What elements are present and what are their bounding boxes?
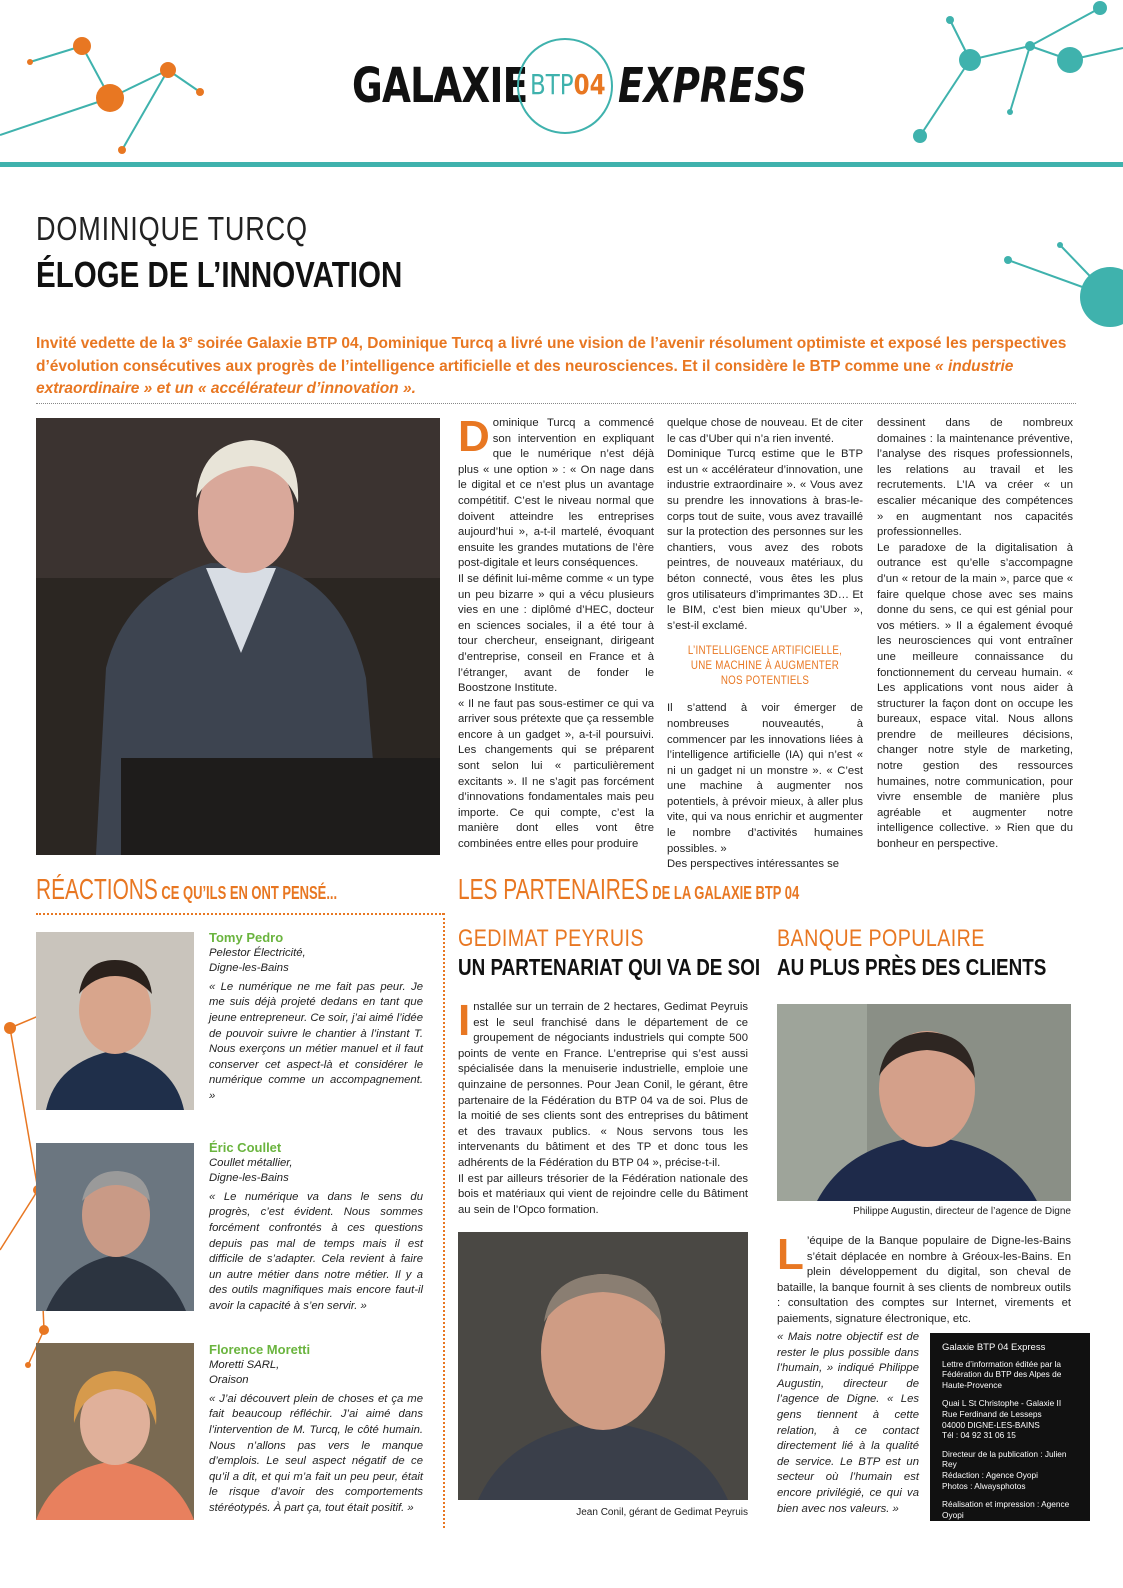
reaction-photo-florence-moretti bbox=[36, 1343, 194, 1520]
article-paragraph: Il s’attend à voir émerger de nombreuses nouveautés, à commencer par les innovations liées à l’intelligence artificielle (IA) qui n’est « ni un gadget ni un monstre ». « C’est une machine à augmenter nos potentiels, à prévoir mieux, à aller plus vite, qui va nous enrichir et augmenter le nombre d’activités humaines possibles. » bbox=[667, 702, 863, 855]
article-paragraph: Il se définit lui-même comme « un type un peu bizarre » qui a vécu plusieurs vies en une : diplômé d’HEC, docteur en sciences sociales, il a été tour à tour chercheur, enseignant, dirigeant d’entreprise, conseil en France et à l’étranger, avant de fonder le Boostzone Institute. bbox=[458, 572, 654, 695]
reaction-name: Florence Moretti bbox=[209, 1342, 311, 1357]
article-subhead: L’INTELLIGENCE ARTIFICIELLE, UNE MACHINE À AUGMENTER NOS POTENTIELS bbox=[687, 645, 843, 688]
article-column-3 bbox=[877, 416, 1073, 853]
reactions-divider bbox=[36, 913, 444, 915]
logo-express: EXPRESS bbox=[618, 58, 807, 114]
banque-title: AU PLUS PRÈS DES CLIENTS bbox=[777, 954, 1047, 980]
logo-btp bbox=[530, 68, 606, 101]
banque-paragraph: « Mais notre objectif est de rester le plus possible dans l’humain, » indiqué Philippe Augustin, directeur de l’agence de Digne. « Les gens tiennent à cette relation, à ce contact directement lié à la qualité de service. Le BTP est un secteur où l’humain est encore privilégié, ce qui va bien avec nos valeurs. » bbox=[777, 1331, 919, 1515]
banque-photo-caption: Philippe Augustin, directeur de l’agence de Digne bbox=[853, 1206, 1071, 1217]
gedimat-paragraph: Il est par ailleurs trésorier de la Fédération nationale des bois et matériaux qui vient de rejoindre celle du Bâtiment au sein de l’Opco formation. bbox=[458, 1172, 748, 1216]
reaction-city: Digne-les-Bains bbox=[209, 962, 289, 975]
imprint-line: Rue Ferdinand de Lesseps bbox=[942, 1408, 1042, 1419]
gedimat-name: GEDIMAT PEYRUIS bbox=[458, 925, 644, 952]
reaction-photo-tomy-pedro bbox=[36, 932, 194, 1110]
article-title: ÉLOGE DE L’INNOVATION bbox=[36, 254, 403, 295]
reaction-quote: « J’ai découvert plein de choses et ça me fait beaucoup réfléchir. J’ai aimé dans l’intervention de M. Turcq, le côté humain. Nous n’allons pas vers le manque d’emplois. Le seul aspect négatif de ce qu’il a dit, et qui m’a fait un peu peur, était le risque d’avoir des comportements stéréotypés. À part ça, tout était positif. » bbox=[209, 1392, 423, 1514]
gedimat-paragraph: nstallée sur un terrain de 2 hectares, Gedimat Peyruis est le seul franchisé dans le département de ce groupement de négociants industriels qui compte 500 points de vente en France. L’entreprise qui s’est aussi spécialisée dans la menuiserie industrielle, emploie une quinzaine de personnes. Pour Jean Conil, le gérant, être partenaire de la Fédération du BTP 04 va de soi. Plus de la moitié de ses clients sont des entreprises du bâtiment et des travaux publics. « Nous servons tous les intervenants du bâtiment et des TP et donc tous les adhérents de la Fédération du BTP 04 », précise-t-il. bbox=[458, 1001, 748, 1169]
banque-text bbox=[777, 1230, 1071, 1328]
article-person-name: DOMINIQUE TURCQ bbox=[36, 210, 308, 247]
article-paragraph: Des perspectives intéressantes se bbox=[667, 858, 840, 871]
reaction-company: Pelestor Électricité, bbox=[209, 946, 306, 959]
article-lead: Invité vedette de la 3e soirée Galaxie BTP 04, Dominique Turcq a livré une vision de l’avenir résolument optimiste et exposé les perspectives d’évolution consécutives aux progrès de l’intelligence artificielle et des neurosciences. Et il considère le BTP comme une « industrie extraordinaire » et un « accélérateur d’innovation ». bbox=[36, 334, 1067, 398]
reactions-vertical-divider bbox=[443, 913, 445, 1528]
partners-heading: LES PARTENAIRES DE LA GALAXIE BTP 04 bbox=[458, 874, 800, 906]
article-paragraph: Le paradoxe de la digitalisation à outrance est qu’elle s’accompagne d’un « retour de la main », parce que « faire quelque chose avec ses mains donne du sens, ce qui est génial pour vos métiers. » Il a également évoqué les neurosciences qui vont entraîner une meilleure connaissance du fonctionnement du cerveau humain. « Les applications vont nous aider à structurer la façon dont on occupe les bureaux, espace vital. Nous allons prendre de meilleures décisions, changer notre style de marketing, notre gestion des ressources humaines, notre communication, pour vivre ensemble de manière plus agréable et augmenter notre intelligence collective. » Rien que du bonheur en perspective. bbox=[877, 541, 1073, 851]
reaction-city: Digne-les-Bains bbox=[209, 1172, 289, 1185]
reaction-company: Coullet métallier, bbox=[209, 1156, 293, 1169]
article-paragraph: quelque chose de nouveau. Et de citer le cas d’Uber qui n’a rien inventé. bbox=[667, 417, 863, 445]
banque-text-continued bbox=[777, 1330, 919, 1517]
reaction-eric-coullet bbox=[209, 1140, 423, 1315]
imprint-line: Rédaction : Agence Oyopi bbox=[942, 1469, 1038, 1480]
reaction-florence-moretti bbox=[209, 1342, 423, 1517]
article-column-1 bbox=[458, 412, 654, 853]
reaction-company: Moretti SARL, bbox=[209, 1358, 280, 1371]
imprint-line: 04000 DIGNE-LES-BAINS bbox=[942, 1419, 1040, 1430]
reaction-name: Tomy Pedro bbox=[209, 930, 284, 945]
banque-name: BANQUE POPULAIRE bbox=[777, 925, 985, 952]
logo-btp-number: 04 bbox=[573, 68, 606, 101]
imprint-box bbox=[930, 1333, 1090, 1531]
article-column-2 bbox=[667, 416, 863, 873]
header-rule bbox=[0, 162, 1123, 167]
gedimat-photo bbox=[458, 1232, 748, 1500]
imprint-line: Réalisation et impression : Agence Oyopi bbox=[942, 1499, 1070, 1520]
article-paragraph: ominique Turcq a commencé son intervention en expliquant que le numérique n’est déjà plus « une option » : « On nage dans le digital et ce n’est plus un avantage compétitif. C’est le niveau normal que doivent atteindre les entreprises aujourd’hui », a-t-il martelé, évoquant ensuite les grandes mutations de l’ère post-digitale et leurs conséquences. bbox=[458, 417, 654, 570]
reaction-name: Éric Coullet bbox=[209, 1140, 282, 1155]
imprint-line: Lettre d’information éditée par la Fédération du BTP des Alpes de Haute-Provence bbox=[942, 1358, 1062, 1390]
banque-photo bbox=[777, 1004, 1071, 1201]
logo-galaxie: GALAXIE bbox=[352, 58, 528, 114]
imprint-line: www.oyopi.com bbox=[942, 1520, 1000, 1531]
gedimat-title: UN PARTENARIAT QUI VA DE SOI bbox=[458, 954, 761, 980]
imprint-line: Quai L St Christophe - Galaxie II bbox=[942, 1398, 1062, 1409]
article-paragraph: Dominique Turcq estime que le BTP est un « accélérateur d’innovation, une industrie extraordinaire ». « Vous avez su prendre les innovations à bras-le-corps tout de suite, vous avez travaillé sur la protection des personnes sur les chantiers, vous avez des robots peintres, de nouveaux matériaux, du béton connecté, vous êtes les plus gros utilisateurs d’imprimantes 3D… Et le BIM, c’est bien mieux qu’Uber », s’est-il exclamé. bbox=[667, 448, 863, 632]
banque-paragraph: ’équipe de la Banque populaire de Digne-les-Bains s’était déplacée en nombre à Gréoux-les-Bains. En plein développement du digital, son cheval de bataille, la banque fournit à ses clients de nombreux outils : consultation des comptes sur Internet, virements et paiements, signature électronique, etc. bbox=[777, 1235, 1071, 1325]
gedimat-photo-caption: Jean Conil, gérant de Gedimat Peyruis bbox=[576, 1507, 748, 1518]
drop-cap: D bbox=[458, 412, 490, 461]
reaction-quote: « Le numérique ne me fait pas peur. Je me suis déjà projeté dedans en tant que jeune entrepreneur. Ce soir, j’ai aimé l’idée de pouvoir suivre le chantier à l’instant T. Nous exerçons un métier manuel et il faut conserver cet aspect-là et considérer le numérique comme un accompagnement. » bbox=[209, 980, 423, 1102]
drop-cap: I bbox=[458, 996, 471, 1045]
gedimat-text bbox=[458, 996, 748, 1218]
imprint-line: Directeur de la publication : Julien Rey bbox=[942, 1448, 1067, 1470]
speaker-photo bbox=[36, 418, 440, 855]
lead-divider bbox=[36, 403, 1076, 404]
drop-cap: L bbox=[777, 1230, 804, 1279]
article-paragraph: dessinent dans de nombreux domaines : la maintenance préventive, l’analyse des risques professionnels, les relations au travail et les recrutements. L’IA va créer « un escalier mécanique des compétences » en augmentant nos capacités professionnelles. bbox=[877, 417, 1073, 539]
imprint-title: Galaxie BTP 04 Express bbox=[942, 1342, 1046, 1353]
reaction-city: Oraison bbox=[209, 1374, 249, 1387]
reactions-heading: RÉACTIONS CE QU’ILS EN ONT PENSÉ... bbox=[36, 874, 338, 906]
reaction-tomy-pedro bbox=[209, 930, 423, 1105]
logo-btp-text: BTP bbox=[530, 68, 574, 101]
reaction-photo-eric-coullet bbox=[36, 1143, 194, 1311]
reaction-quote: « Le numérique va dans le sens du progrès, c’est évident. Nous sommes forcément confrontés à ces questions depuis pas mal de temps mais il est difficile de s’adapter. Cela revient à faire un autre métier dans notre métier. Il y a des outils magnifiques mais encore faut-il avoir la capacité à s’en servir. » bbox=[209, 1190, 423, 1312]
imprint-line: Photos : Alwaysphotos bbox=[942, 1480, 1026, 1491]
imprint-line: Tél : 04 92 31 06 15 bbox=[942, 1430, 1016, 1441]
article-paragraph: « Il ne faut pas sous-estimer ce qui va arriver sous prétexte que ça ressemble encore à un gadget », a-t-il poursuivi. Les changements qui se préparent sont selon lui « particulièrement excitants ». Il ne s’agit pas forcément d’innovations fondamentales mais peu importe. Ce qui compte, c’est la manière dont elles vont être combinées entre elles pour produire bbox=[458, 697, 654, 851]
